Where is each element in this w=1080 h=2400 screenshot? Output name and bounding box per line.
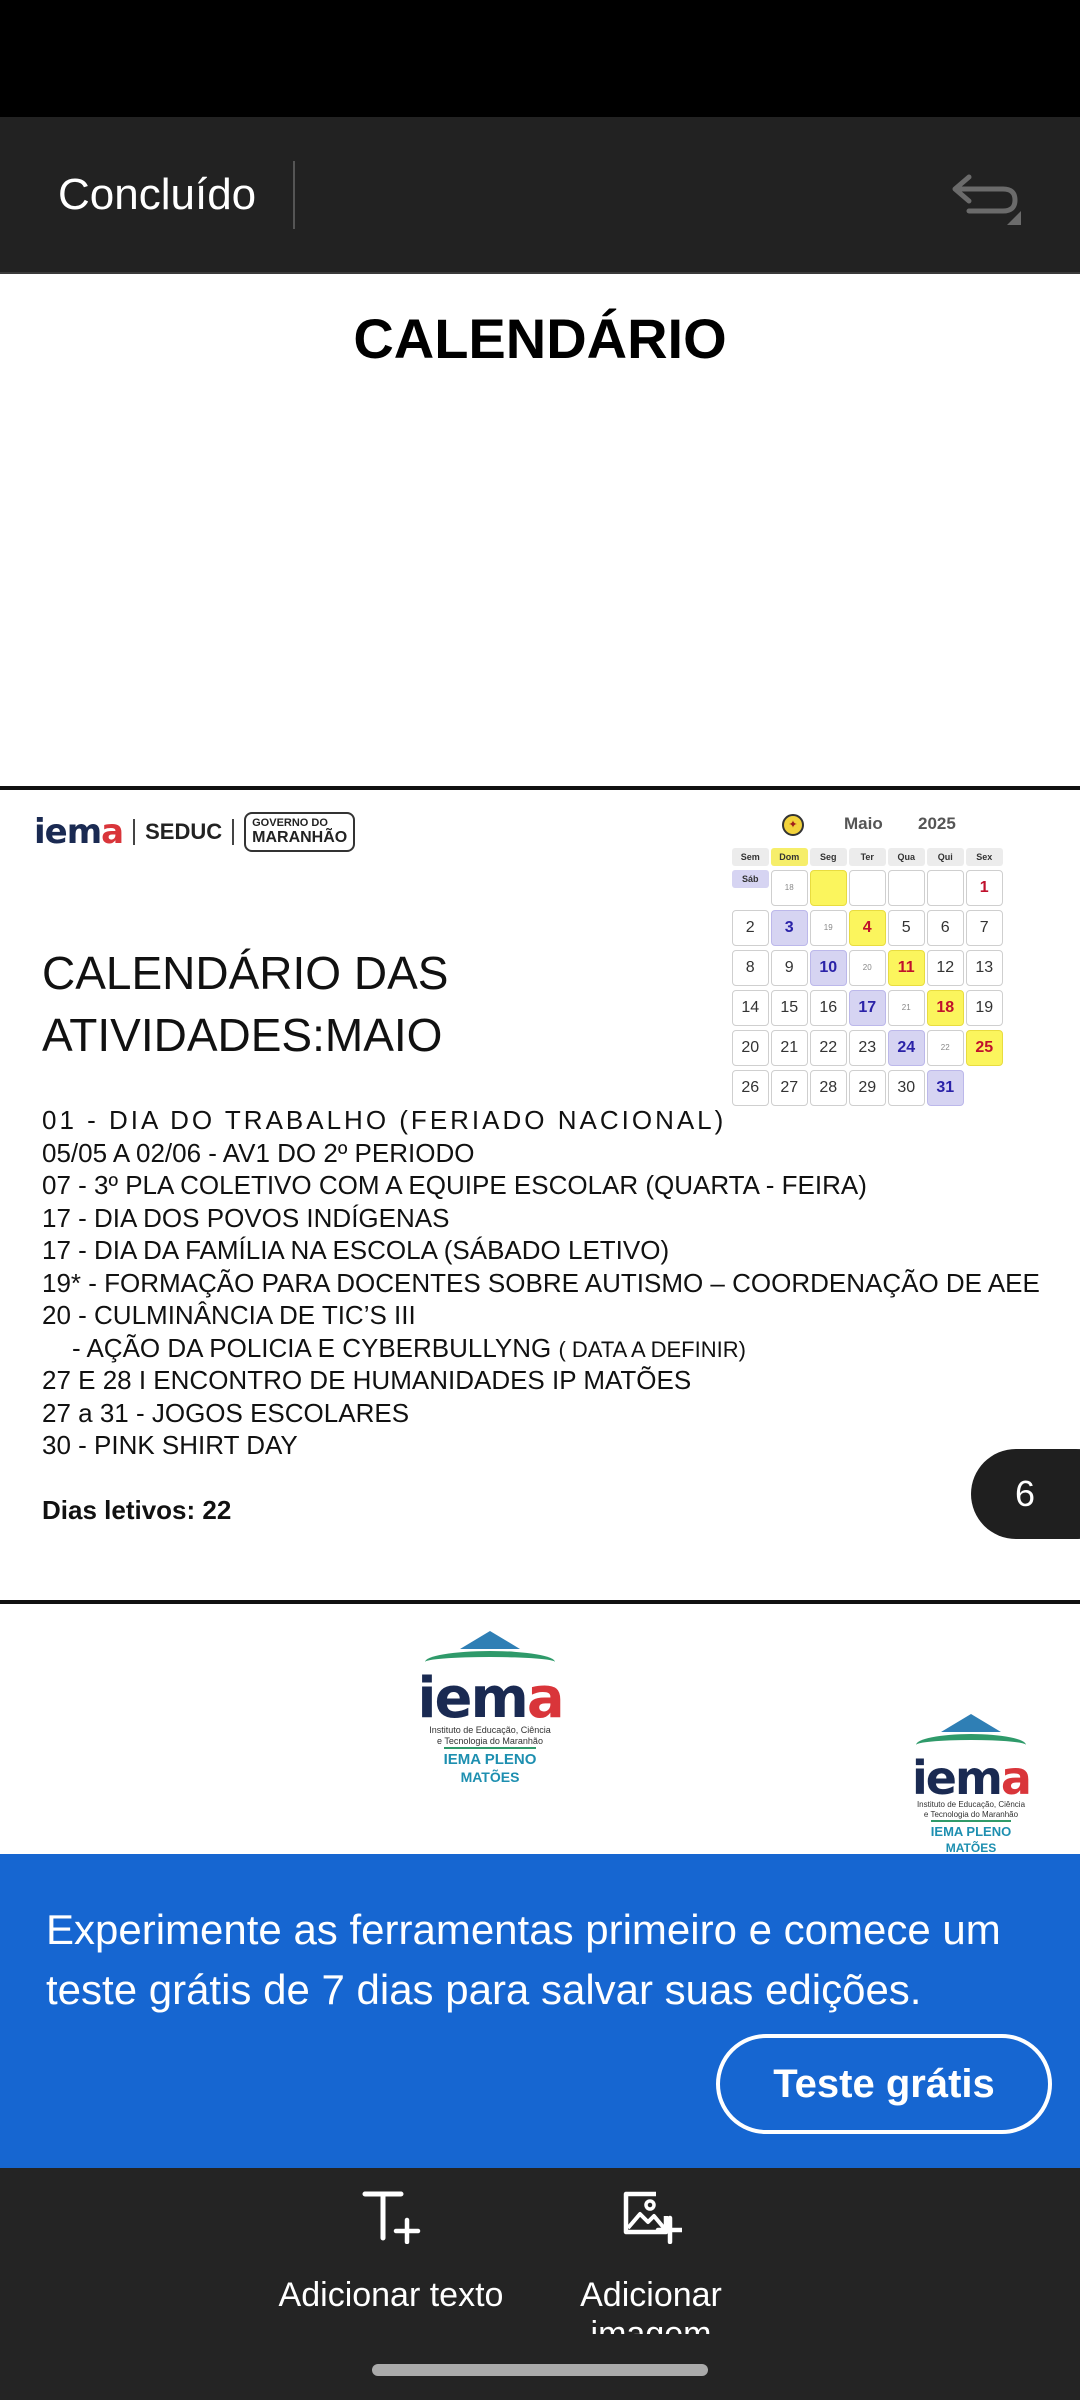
page-heading[interactable]: CALENDÁRIO: [353, 307, 727, 370]
calendar-day: 2: [732, 910, 769, 946]
top-bar-divider: [293, 161, 295, 229]
document-canvas[interactable]: [0, 276, 1080, 1854]
calendar-day: 1: [966, 870, 1003, 906]
week-number: 20: [849, 950, 886, 986]
weekday-header: Dom: [771, 848, 808, 866]
iema-pleno-matoes-logo: [906, 1714, 1036, 1854]
calendar-day: 21: [771, 1030, 808, 1066]
text-line: CALENDÁRIO DAS: [42, 947, 449, 999]
calendar-day: [888, 870, 925, 906]
bottom-toolbar: [0, 2168, 1080, 2334]
event-item: [42, 1104, 942, 1137]
event-item: 19* - FORMAÇÃO PARA DOCENTES SOBRE AUTISMO – COORDENAÇÃO DE AEE: [42, 1267, 1040, 1298]
calendar-day: [927, 870, 964, 906]
calendar-day: 14: [732, 990, 769, 1026]
weekday-header: Sem: [732, 848, 769, 866]
weekday-header: Seg: [810, 848, 847, 866]
calendar-day: [849, 870, 886, 906]
add-image-button[interactable]: [516, 2188, 786, 2354]
promo-text: Experimente as ferramentas primeiro e comece um teste grátis de 7 dias para salvar suas edições.: [46, 1906, 1001, 2013]
calendar-day: 7: [966, 910, 1003, 946]
calendar-day: 17: [849, 990, 886, 1026]
calendar-day: 28: [810, 1070, 847, 1106]
week-number: 19: [810, 910, 847, 946]
calendar-day: 11: [888, 950, 925, 986]
event-item: 30 - PINK SHIRT DAY: [42, 1430, 298, 1460]
logo-text: m: [66, 812, 102, 852]
calendar-day: 16: [810, 990, 847, 1026]
logo-text: a: [526, 1666, 563, 1731]
calendar-day: 13: [966, 950, 1003, 986]
calendar-day: 8: [732, 950, 769, 986]
logo-text: ie: [912, 1751, 955, 1805]
event-list[interactable]: [42, 1104, 1040, 1462]
logo-text: Instituto de Educação, Ciência: [916, 1800, 1026, 1809]
text-line: 01 - DIA DO TRABALHO (FERIADO NACIONAL): [42, 1105, 727, 1135]
add-text-icon: [361, 2188, 421, 2244]
logo-text: ie: [417, 1666, 471, 1731]
iema-pleno-matoes-logo[interactable]: [415, 1631, 565, 1785]
weekday-header: Ter: [849, 848, 886, 866]
logo-text: MARANHÃO: [252, 829, 348, 846]
event-item: 20 - CULMINÂNCIA DE TIC’S III: [42, 1300, 416, 1330]
weekday-header: Sex: [966, 848, 1003, 866]
iema-small-logo: [34, 812, 123, 852]
month-calendar: [732, 810, 1042, 1096]
school-days-count[interactable]: Dias letivos: 22: [42, 1495, 232, 1525]
calendar-day: 15: [771, 990, 808, 1026]
calendar-header: [732, 810, 1042, 840]
calendar-day: 29: [849, 1070, 886, 1106]
event-item: 27 E 28 I ENCONTRO DE HUMANIDADES IP MATÕES: [42, 1365, 692, 1395]
trial-promo-banner: [0, 1854, 1080, 2168]
logo-text: m: [470, 1666, 527, 1731]
calendar-day: 10: [810, 950, 847, 986]
system-nav-bar: [0, 2334, 1080, 2400]
logo-text: e Tecnologia do Maranhão: [923, 1810, 1019, 1819]
graduation-cap-icon: [941, 1714, 1001, 1732]
logo-text: Instituto de Educação, Ciência: [429, 1725, 551, 1735]
top-bar: [0, 117, 1080, 274]
calendar-day: 22: [810, 1030, 847, 1066]
calendar-day: 9: [771, 950, 808, 986]
logo-text: IEMA PLENO: [444, 1747, 537, 1768]
event-item: 05/05 A 02/06 - AV1 DO 2º PERIODO: [42, 1137, 475, 1168]
calendar-seal-icon: ✦: [782, 814, 804, 836]
event-item: 17 - DIA DOS POVOS INDÍGENAS: [42, 1202, 450, 1233]
text-line: ( DATA A DEFINIR): [558, 1336, 746, 1362]
week-number: 18: [771, 870, 808, 906]
add-image-label: Adicionar: [580, 2276, 722, 2314]
calendar-day: 31: [927, 1070, 964, 1106]
logo-text: MATÕES: [460, 1769, 520, 1785]
add-text-label: Adicionar texto: [278, 2276, 504, 2314]
free-trial-button[interactable]: Teste grátis: [716, 2034, 1052, 2134]
weekday-header: Qua: [888, 848, 925, 866]
slide-title[interactable]: [42, 942, 662, 1066]
logo-text: a: [101, 812, 124, 852]
home-gesture-handle[interactable]: [372, 2364, 708, 2376]
text-line: ATIVIDADES:MAIO: [42, 1009, 443, 1061]
calendar-day: 23: [849, 1030, 886, 1066]
week-number: 21: [888, 990, 925, 1026]
calendar-day: 3: [771, 910, 808, 946]
calendar-day: 18: [927, 990, 964, 1026]
text-line: - AÇÃO DA POLICIA E CYBERBULLYNG: [72, 1332, 552, 1363]
calendar-grid: [732, 848, 1003, 1106]
undo-icon[interactable]: [945, 169, 1021, 225]
logo-text: a: [1000, 1751, 1030, 1805]
event-item: 17 - DIA DA FAMÍLIA NA ESCOLA (SÁBADO LETIVO): [42, 1235, 670, 1265]
week-number: 22: [927, 1030, 964, 1066]
event-item: 07 - 3º PLA COLETIVO COM A EQUIPE ESCOLAR (QUARTA - FEIRA): [42, 1170, 867, 1200]
graduation-cap-icon: [460, 1631, 520, 1649]
calendar-day: 6: [927, 910, 964, 946]
weekday-header: Qui: [927, 848, 964, 866]
logo-text: e Tecnologia do Maranhão: [437, 1736, 543, 1746]
calendar-day: 25: [966, 1030, 1003, 1066]
calendar-day: 24: [888, 1030, 925, 1066]
logo-text: GOVERNO DO: [252, 817, 328, 829]
logo-text: MATÕES: [945, 1841, 997, 1854]
add-image-icon: [620, 2188, 682, 2244]
event-item: 27 a 31 - JOGOS ESCOLARES: [42, 1397, 410, 1428]
seduc-logo: SEDUC: [133, 819, 234, 845]
calendar-month: Maio: [844, 814, 883, 833]
calendar-slide[interactable]: [0, 786, 1080, 1854]
calendar-day: 5: [888, 910, 925, 946]
calendar-day: 27: [771, 1070, 808, 1106]
calendar-day: [810, 870, 847, 906]
done-button[interactable]: Concluído: [58, 170, 257, 219]
weekday-header: Sáb: [732, 870, 769, 888]
status-bar: [0, 0, 1080, 117]
calendar-day: 12: [927, 950, 964, 986]
calendar-day: 30: [888, 1070, 925, 1106]
governo-maranhao-logo: [244, 812, 355, 852]
calendar-year: 2025: [918, 814, 956, 833]
calendar-day: 20: [732, 1030, 769, 1066]
add-text-button[interactable]: [276, 2188, 506, 2315]
logo-text: IEMA PLENO: [931, 1820, 1011, 1839]
calendar-day: 26: [732, 1070, 769, 1106]
header-logos: [34, 800, 355, 864]
logo-text: ie: [34, 812, 67, 852]
event-item: [42, 1332, 942, 1365]
page-number-badge[interactable]: 6: [971, 1449, 1080, 1539]
calendar-day: 4: [849, 910, 886, 946]
calendar-day: 19: [966, 990, 1003, 1026]
logo-text: m: [954, 1751, 1001, 1805]
